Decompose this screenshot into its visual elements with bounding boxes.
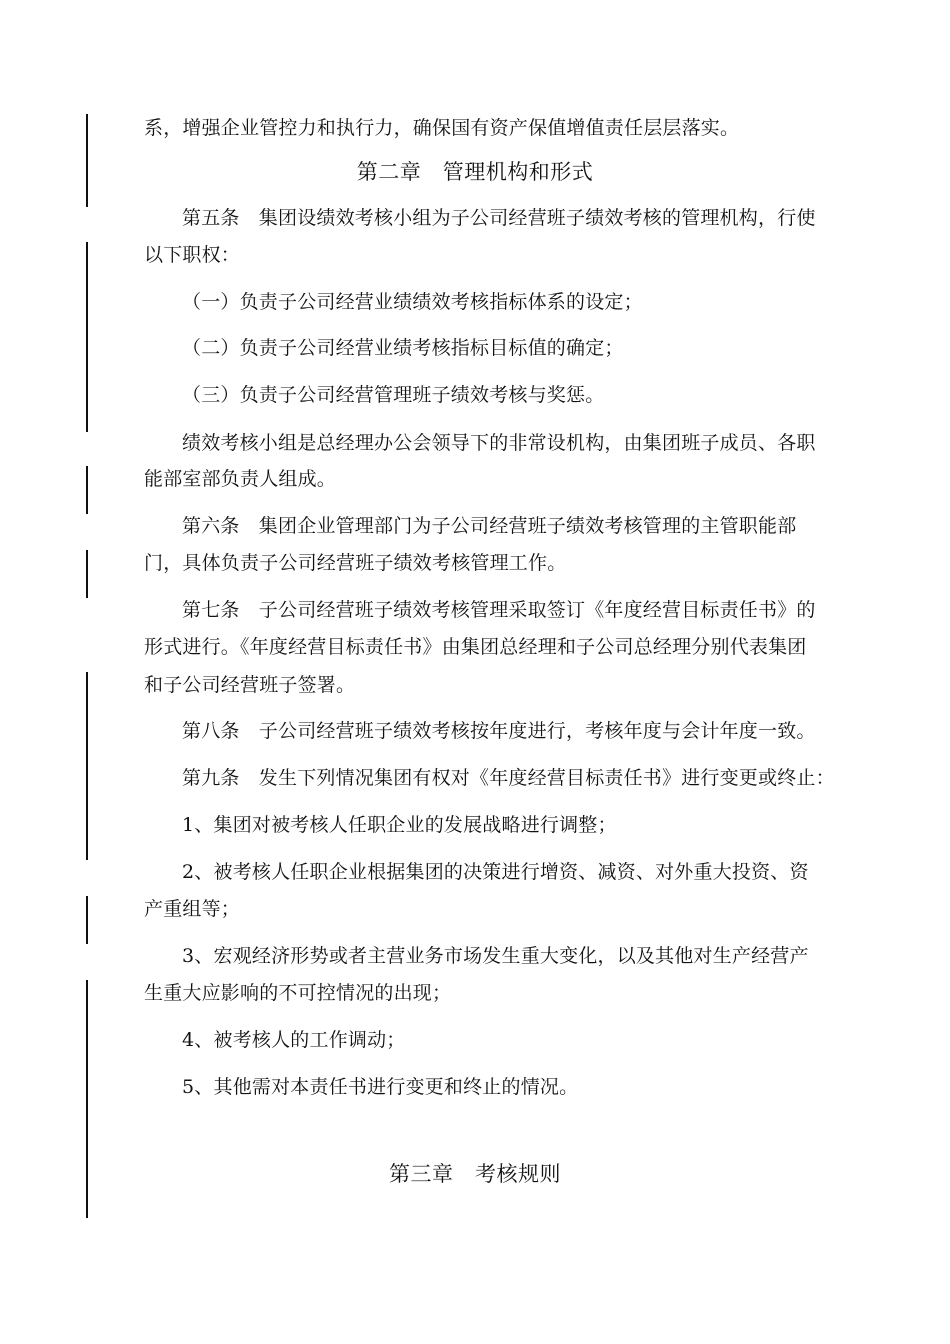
revision-bar: [86, 550, 88, 598]
revision-bar: [86, 242, 88, 432]
article-9-line: 第九条 发生下列情况集团有权对《年度经营目标责任书》进行变更或终止：: [182, 767, 835, 789]
revision-bar: [86, 466, 88, 514]
article-6-line: 门，具体负责子公司经营班子绩效考核管理工作。: [144, 552, 567, 574]
article-8-line: 第八条 子公司经营班子绩效考核按年度进行，考核年度与会计年度一致。: [182, 720, 816, 742]
list-item: （一）负责子公司经营业绩绩效考核指标体系的设定；: [182, 291, 643, 313]
list-item: 3、宏观经济形势或者主营业务市场发生重大变化，以及其他对生产经营产: [182, 945, 809, 967]
chapter-heading: 第二章 管理机构和形式: [356, 160, 594, 184]
list-item: （三）负责子公司经营管理班子绩效考核与奖惩。: [182, 384, 605, 406]
paragraph-line: 能部室部负责人组成。: [144, 468, 337, 490]
list-item: （二）负责子公司经营业绩考核指标目标值的确定；: [182, 337, 624, 359]
list-item: 4、被考核人的工作调动；: [182, 1029, 406, 1051]
article-5-line: 第五条 集团设绩效考核小组为子公司经营班子绩效考核的管理机构，行使: [182, 207, 816, 229]
paragraph-line: 绩效考核小组是总经理办公会领导下的非常设机构，由集团班子成员、各职: [182, 432, 816, 454]
list-item: 2、被考核人任职企业根据集团的决策进行增资、减资、对外重大投资、资: [182, 861, 809, 883]
list-item: 5、其他需对本责任书进行变更和终止的情况。: [182, 1076, 579, 1098]
revision-bar: [86, 896, 88, 944]
list-item-continuation: 生重大应影响的不可控情况的出现；: [144, 982, 452, 1004]
list-item: 1、集团对被考核人任职企业的发展战略进行调整；: [182, 814, 617, 836]
article-7-line: 形式进行。《年度经营目标责任书》由集团总经理和子公司总经理分别代表集团: [144, 636, 807, 658]
article-5-line: 以下职权：: [144, 244, 241, 266]
list-item-continuation: 产重组等；: [144, 898, 241, 920]
revision-bar: [86, 672, 88, 860]
chapter-heading: 第三章 考核规则: [389, 1162, 561, 1186]
article-7-line: 和子公司经营班子签署。: [144, 674, 356, 696]
article-6-line: 第六条 集团企业管理部门为子公司经营班子绩效考核管理的主管职能部: [182, 515, 797, 537]
paragraph-line: 系，增强企业管控力和执行力，确保国有资产保值增值责任层层落实。: [144, 117, 740, 139]
article-7-line: 第七条 子公司经营班子绩效考核管理采取签订《年度经营目标责任书》的: [182, 599, 816, 621]
